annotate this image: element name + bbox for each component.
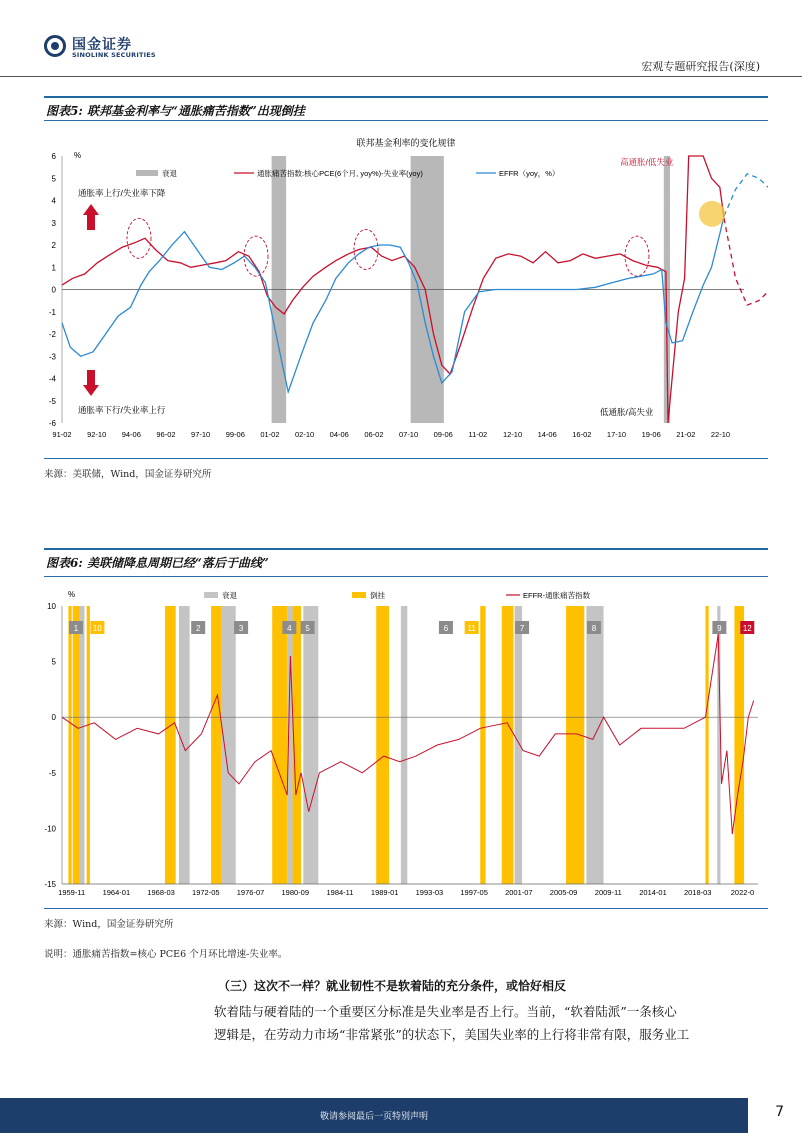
chart6-legend-swatch-recession bbox=[204, 592, 218, 598]
chart6-ytick: -15 bbox=[44, 880, 56, 889]
chart6-marker-label: 4 bbox=[287, 624, 292, 633]
chart6-recession-band bbox=[401, 606, 407, 884]
chart5-title: 联邦基金利率的变化规律 bbox=[356, 138, 456, 148]
figure5-title-bar bbox=[44, 96, 768, 120]
chart5-xtick: 19-06 bbox=[641, 430, 661, 439]
chart6-ytick: -5 bbox=[48, 768, 56, 778]
chart6-marker-label: 7 bbox=[519, 624, 525, 633]
chart6-xtick: 1968-03 bbox=[147, 888, 175, 897]
chart6-marker-label: 6 bbox=[443, 624, 449, 633]
chart5-crossover-marker bbox=[699, 201, 725, 227]
chart6-xtick: 2014-01 bbox=[639, 888, 667, 897]
chart5-legend-recession: 衰退 bbox=[162, 169, 177, 178]
chart6-recession-band bbox=[586, 606, 603, 884]
chart5-ytick: 4 bbox=[51, 196, 56, 206]
chart5-xtick: 17-10 bbox=[606, 430, 627, 439]
chart6-xtick: 1993-03 bbox=[415, 888, 444, 897]
chart5-legend-swatch-recession bbox=[136, 170, 158, 176]
chart6-xtick: 1972-05 bbox=[192, 888, 220, 897]
chart6-xtick: 2018-03 bbox=[683, 888, 712, 897]
chart5-xtick: 99-06 bbox=[225, 430, 245, 439]
logo-cn-text: 国金证券 bbox=[72, 37, 132, 53]
chart5-ytick: 1 bbox=[51, 263, 56, 273]
chart6-xtick: 2005-09 bbox=[549, 888, 578, 897]
chart5-annotation-high: 高通胀/低失业 bbox=[620, 157, 674, 167]
chart6-marker-label: 11 bbox=[467, 624, 476, 633]
chart6-inversion-band bbox=[566, 606, 584, 884]
chart5-xtick: 97-10 bbox=[191, 430, 211, 439]
chart6-recession-band bbox=[515, 606, 523, 884]
chart6-inversion-band bbox=[734, 606, 744, 884]
chart5-xtick: 16-02 bbox=[572, 430, 592, 439]
chart6-xtick: 1989-01 bbox=[370, 888, 399, 897]
chart5-legend-effr: EFFR（yoy，%） bbox=[499, 169, 560, 178]
chart5-ytick: 6 bbox=[51, 152, 56, 161]
figure6-top-rule bbox=[44, 576, 768, 577]
chart6-xtick: 1984-11 bbox=[326, 888, 354, 897]
chart6-inversion-band bbox=[272, 606, 287, 884]
chart6-inversion-band bbox=[87, 606, 90, 884]
chart5-series-forecast bbox=[724, 174, 768, 216]
figure5-chart bbox=[44, 126, 768, 452]
chart6-inversion-band bbox=[480, 606, 485, 884]
figure6-note: 说明：通胀痛苦指数=核心 PCE6 个月环比增速-失业率。 bbox=[44, 949, 288, 960]
figure5-bottom-rule bbox=[44, 458, 768, 459]
chart6-inversion-band bbox=[376, 606, 389, 884]
chart6-inversion-band bbox=[211, 606, 222, 884]
chart6-xtick: 1959-11 bbox=[58, 888, 86, 897]
figure6-title-bar bbox=[44, 548, 768, 572]
chart6-marker-label: 5 bbox=[305, 624, 310, 633]
chart5-ytick: 3 bbox=[51, 218, 56, 228]
chart5-xtick: 02-10 bbox=[295, 430, 315, 439]
chart5-down-arrow-icon bbox=[83, 370, 99, 396]
chart5-ytick: -1 bbox=[48, 307, 56, 317]
chart5-xtick: 11-02 bbox=[468, 430, 488, 439]
chart6-marker-label: 12 bbox=[742, 624, 752, 633]
chart5-xtick: 07-10 bbox=[398, 430, 419, 439]
body-line-2: 逻辑是，在劳动力市场“非常紧张”的状态下，美国失业率的上行将非常有限，服务业工 bbox=[214, 1027, 690, 1042]
section-title: （三）这次不一样？就业韧性不是软着陆的充分条件，或恰好相反 bbox=[218, 979, 567, 993]
chart5-xtick: 09-06 bbox=[433, 430, 453, 439]
chart5-up-arrow-icon bbox=[83, 204, 99, 230]
chart6-xtick: 1997-05 bbox=[460, 888, 488, 897]
chart6-legend-inversion: 倒挂 bbox=[370, 591, 385, 600]
figure5-source: 来源：美联储，Wind，国金证券研究所 bbox=[44, 469, 212, 480]
chart5-xtick: 22-10 bbox=[710, 430, 731, 439]
chart6-recession-band bbox=[179, 606, 190, 884]
chart6-legend-swatch-inversion bbox=[352, 592, 366, 598]
chart6-ytick: 10 bbox=[47, 602, 56, 611]
footer-disclaimer: 敬请参阅最后一页特别声明 bbox=[319, 1112, 428, 1122]
logo-en-text: SINOLINK SECURITIES bbox=[72, 51, 156, 59]
chart5-highlight-ellipse bbox=[127, 218, 151, 258]
chart6-legend-effr: EFFR-通胀痛苦指数 bbox=[523, 591, 591, 600]
chart5-ytick: 5 bbox=[51, 174, 56, 184]
chart5-ytick: 0 bbox=[51, 285, 56, 295]
company-logo bbox=[44, 33, 174, 63]
chart5-xtick: 12-10 bbox=[502, 430, 523, 439]
chart6-marker-label: 3 bbox=[238, 624, 244, 633]
chart5-annotation-down: 通胀率下行/失业率上行 bbox=[78, 405, 166, 415]
header-divider bbox=[0, 76, 802, 77]
figure6-title: 图表6: 美联储降息周期已经“落后于曲线” bbox=[46, 556, 269, 570]
logo-icon bbox=[44, 35, 66, 57]
chart5-xtick: 91-02 bbox=[52, 430, 72, 439]
chart5-xtick: 14-06 bbox=[537, 430, 557, 439]
chart5-legend-misery: 通胀痛苦指数:核心PCE(6个月, yoy%)-失业率(yoy) bbox=[257, 169, 423, 178]
chart6-xtick: 1980-09 bbox=[281, 888, 310, 897]
chart5-ytick: -3 bbox=[48, 352, 56, 362]
chart6-xtick: 2022-0 bbox=[730, 888, 755, 897]
chart6-marker-label: 10 bbox=[92, 624, 102, 633]
chart6-ylabel: % bbox=[68, 590, 76, 599]
chart5-series-line bbox=[62, 216, 724, 392]
chart5-xtick: 21-02 bbox=[676, 430, 696, 439]
chart6-marker-label: 8 bbox=[591, 624, 597, 633]
chart6-xtick: 1976-07 bbox=[236, 888, 265, 897]
chart6-xtick: 2009-11 bbox=[594, 888, 622, 897]
chart5-ytick: -6 bbox=[48, 419, 56, 428]
chart6-ytick: 0 bbox=[51, 713, 56, 723]
chart6-ytick: -10 bbox=[44, 824, 56, 834]
chart6-marker-label: 9 bbox=[717, 624, 722, 633]
chart6-marker-label: 2 bbox=[195, 624, 201, 633]
chart6-legend-recession: 衰退 bbox=[222, 591, 237, 600]
report-type: 宏观专题研究报告(深度) bbox=[641, 60, 760, 73]
chart5-ylabel: % bbox=[74, 151, 82, 160]
chart5-xtick: 94-06 bbox=[121, 430, 141, 439]
chart5-highlight-ellipse bbox=[625, 236, 649, 276]
chart5-xtick: 92-10 bbox=[87, 430, 107, 439]
chart5-series-forecast bbox=[724, 218, 768, 305]
chart6-xtick: 1964-01 bbox=[102, 888, 131, 897]
chart6-inversion-band bbox=[502, 606, 514, 884]
chart6-ytick: 5 bbox=[51, 657, 56, 667]
chart6-inversion-band bbox=[165, 606, 176, 884]
chart5-xtick: 06-02 bbox=[364, 430, 384, 439]
figure6-chart bbox=[44, 582, 768, 904]
chart5-annotation-up: 通胀率上行/失业率下降 bbox=[78, 188, 166, 198]
chart5-ytick: -4 bbox=[48, 374, 56, 384]
chart6-inversion-band bbox=[68, 606, 71, 884]
chart6-inversion-band bbox=[705, 606, 708, 884]
chart5-ytick: 2 bbox=[51, 241, 56, 250]
chart6-recession-band bbox=[303, 606, 318, 884]
figure6-bottom-rule bbox=[44, 908, 768, 909]
chart6-xtick: 2001-07 bbox=[505, 888, 533, 897]
chart5-ytick: -2 bbox=[48, 330, 56, 339]
chart5-xtick: 04-06 bbox=[329, 430, 349, 439]
figure5-top-rule bbox=[44, 120, 768, 121]
chart5-ytick: -5 bbox=[48, 396, 56, 406]
chart5-xtick: 01-02 bbox=[260, 430, 280, 439]
chart6-marker-label: 1 bbox=[73, 624, 79, 633]
page-number: 7 bbox=[775, 1104, 784, 1120]
chart5-xtick: 96-02 bbox=[156, 430, 176, 439]
body-line-1: 软着陆与硬着陆的一个重要区分标准是失业率是否上行。当前，“软着陆派”一条核心 bbox=[214, 1004, 677, 1019]
chart6-inversion-band bbox=[73, 606, 79, 884]
figure5-title: 图表5: 联邦基金利率与“通胀痛苦指数”出现倒挂 bbox=[46, 104, 305, 118]
chart5-annotation-low: 低通胀/高失业 bbox=[600, 407, 654, 417]
figure6-source: 来源：Wind，国金证券研究所 bbox=[44, 919, 174, 930]
